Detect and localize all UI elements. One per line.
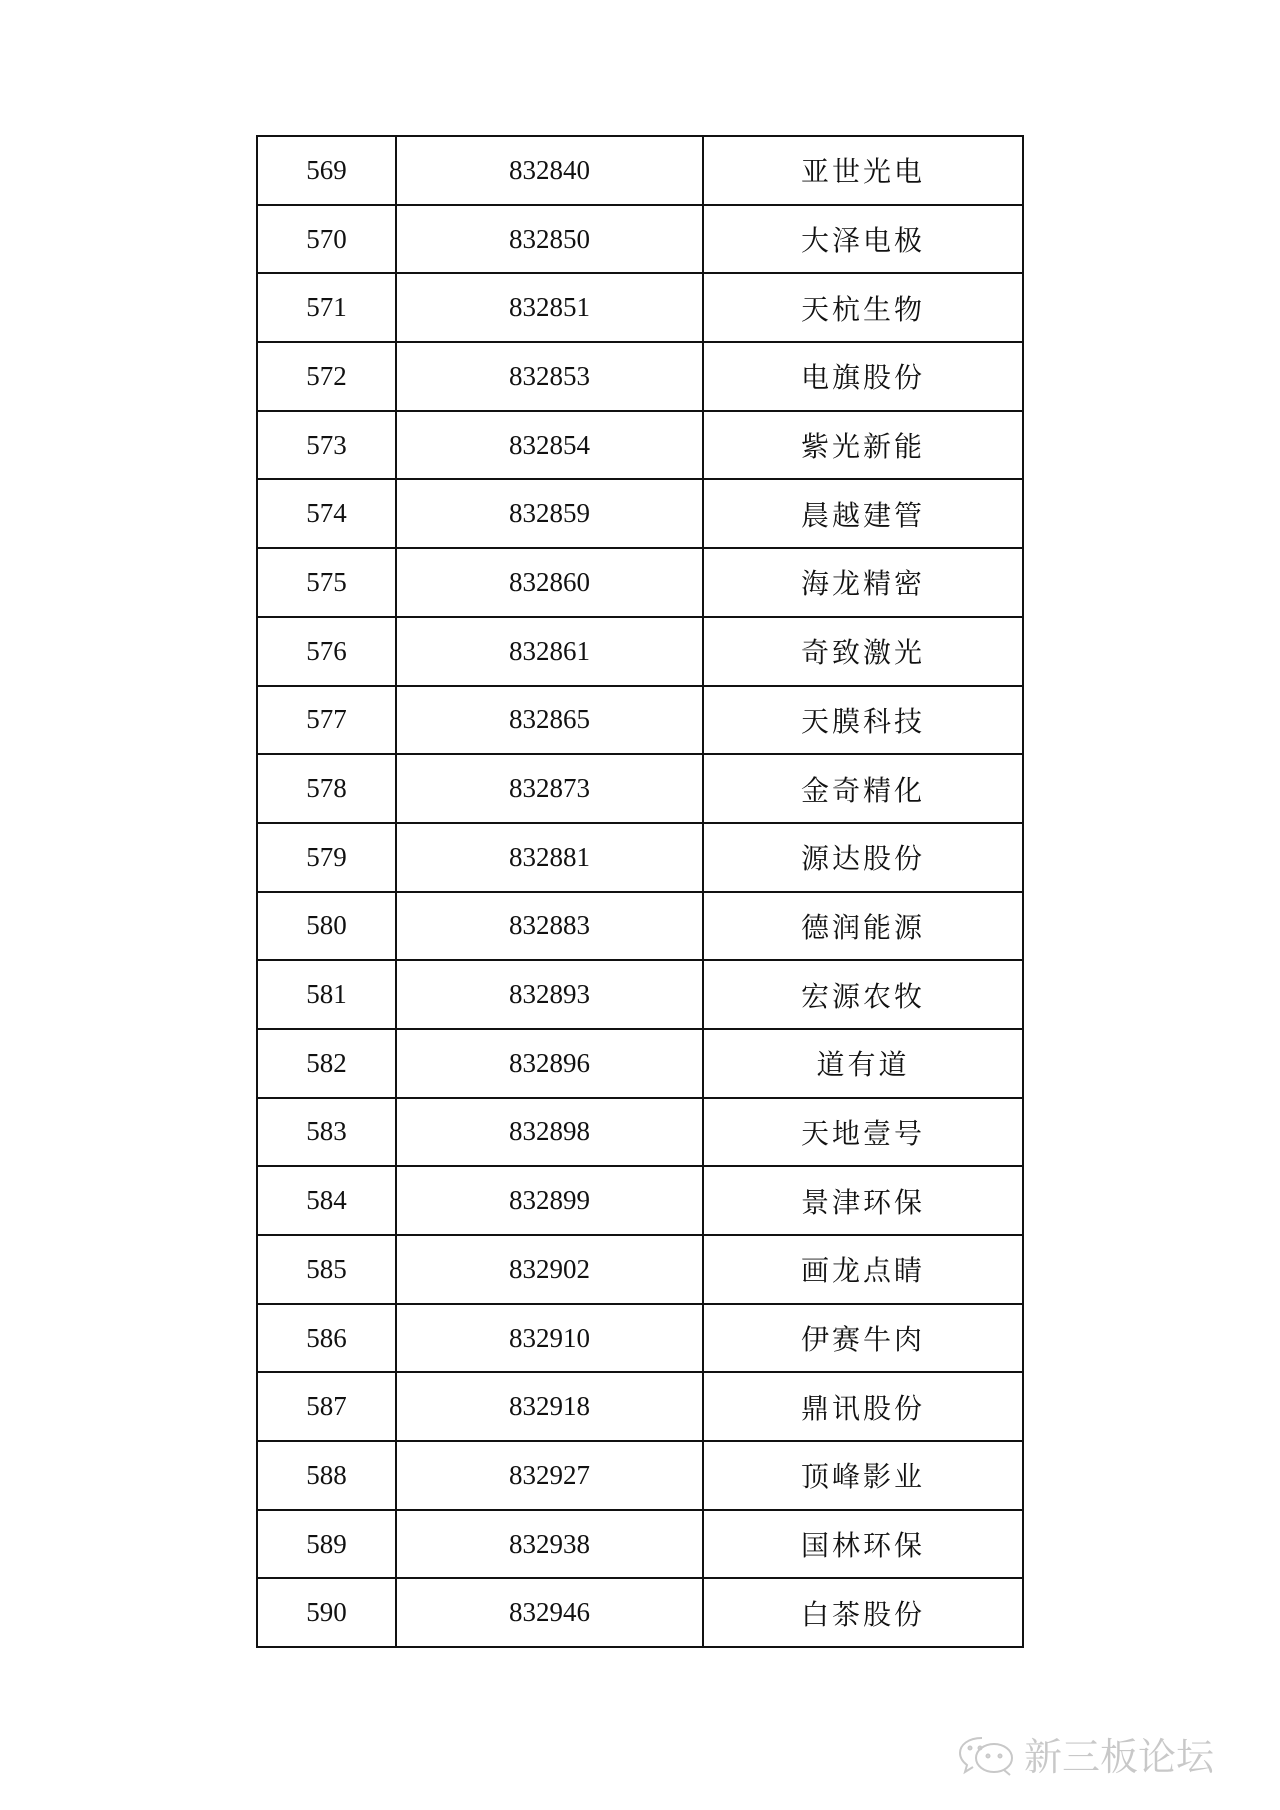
table-row	[257, 1510, 1023, 1579]
row-number-cell: 573	[257, 411, 396, 480]
table-row	[257, 1441, 1023, 1510]
stock-code-cell: 832881	[396, 823, 703, 892]
stock-code-cell: 832873	[396, 754, 703, 823]
row-number-cell: 576	[257, 617, 396, 686]
table-row	[257, 205, 1023, 274]
company-name-cell: 海龙精密	[703, 548, 1023, 617]
row-number-cell: 571	[257, 273, 396, 342]
row-number-cell: 579	[257, 823, 396, 892]
row-number-cell: 578	[257, 754, 396, 823]
row-number-cell: 569	[257, 136, 396, 205]
row-number-cell: 575	[257, 548, 396, 617]
stock-code-cell: 832899	[396, 1166, 703, 1235]
watermark-text: 新三板论坛	[1024, 1735, 1215, 1779]
stock-code-cell: 832910	[396, 1304, 703, 1373]
stock-code-cell: 832851	[396, 273, 703, 342]
table-row	[257, 342, 1023, 411]
table-row	[257, 136, 1023, 205]
row-number-cell: 582	[257, 1029, 396, 1098]
company-name-cell: 伊赛牛肉	[703, 1304, 1023, 1373]
row-number-cell: 581	[257, 960, 396, 1029]
company-name-cell: 景津环保	[703, 1166, 1023, 1235]
table-row	[257, 411, 1023, 480]
table-row	[257, 754, 1023, 823]
row-number-cell: 577	[257, 686, 396, 755]
stock-code-cell: 832859	[396, 479, 703, 548]
table-row	[257, 892, 1023, 961]
company-name-cell: 电旗股份	[703, 342, 1023, 411]
stock-code-cell: 832853	[396, 342, 703, 411]
watermark	[958, 1726, 1214, 1781]
table-row	[257, 479, 1023, 548]
stock-code-cell: 832946	[396, 1578, 703, 1647]
company-name-cell: 晨越建管	[703, 479, 1023, 548]
stock-code-cell: 832918	[396, 1372, 703, 1441]
stock-code-cell: 832883	[396, 892, 703, 961]
company-name-cell: 亚世光电	[703, 136, 1023, 205]
stock-code-cell: 832860	[396, 548, 703, 617]
stock-code-cell: 832896	[396, 1029, 703, 1098]
company-list-table	[256, 135, 1024, 1648]
row-number-cell: 572	[257, 342, 396, 411]
row-number-cell: 588	[257, 1441, 396, 1510]
company-name-cell: 画龙点睛	[703, 1235, 1023, 1304]
stock-code-cell: 832861	[396, 617, 703, 686]
wechat-icon	[958, 1732, 1016, 1776]
stock-code-cell: 832840	[396, 136, 703, 205]
row-number-cell: 580	[257, 892, 396, 961]
company-name-cell: 国林环保	[703, 1510, 1023, 1579]
table-row	[257, 548, 1023, 617]
row-number-cell: 590	[257, 1578, 396, 1647]
row-number-cell: 570	[257, 205, 396, 274]
row-number-cell: 587	[257, 1372, 396, 1441]
company-name-cell: 奇致激光	[703, 617, 1023, 686]
row-number-cell: 583	[257, 1098, 396, 1167]
table-row	[257, 1578, 1023, 1647]
stock-code-cell: 832893	[396, 960, 703, 1029]
stock-code-cell: 832854	[396, 411, 703, 480]
company-name-cell: 紫光新能	[703, 411, 1023, 480]
company-name-cell: 金奇精化	[703, 754, 1023, 823]
table-row	[257, 1098, 1023, 1167]
row-number-cell: 589	[257, 1510, 396, 1579]
company-name-cell: 鼎讯股份	[703, 1372, 1023, 1441]
row-number-cell: 586	[257, 1304, 396, 1373]
stock-code-cell: 832898	[396, 1098, 703, 1167]
company-name-cell: 德润能源	[703, 892, 1023, 961]
table-row	[257, 823, 1023, 892]
company-name-cell: 源达股份	[703, 823, 1023, 892]
row-number-cell: 574	[257, 479, 396, 548]
company-name-cell: 道有道	[703, 1029, 1023, 1098]
row-number-cell: 584	[257, 1166, 396, 1235]
stock-code-cell: 832865	[396, 686, 703, 755]
company-name-cell: 天地壹号	[703, 1098, 1023, 1167]
company-name-cell: 宏源农牧	[703, 960, 1023, 1029]
company-name-cell: 白茶股份	[703, 1578, 1023, 1647]
table-row	[257, 1235, 1023, 1304]
company-name-cell: 天杭生物	[703, 273, 1023, 342]
table-row	[257, 1166, 1023, 1235]
company-name-cell: 天膜科技	[703, 686, 1023, 755]
stock-code-cell: 832927	[396, 1441, 703, 1510]
company-name-cell: 大泽电极	[703, 205, 1023, 274]
table-row	[257, 1304, 1023, 1373]
row-number-cell: 585	[257, 1235, 396, 1304]
table-row	[257, 273, 1023, 342]
stock-code-cell: 832938	[396, 1510, 703, 1579]
stock-code-cell: 832850	[396, 205, 703, 274]
company-name-cell: 顶峰影业	[703, 1441, 1023, 1510]
table-row	[257, 960, 1023, 1029]
table-row	[257, 1029, 1023, 1098]
stock-code-cell: 832902	[396, 1235, 703, 1304]
table-row	[257, 617, 1023, 686]
table-row	[257, 686, 1023, 755]
table-row	[257, 1372, 1023, 1441]
